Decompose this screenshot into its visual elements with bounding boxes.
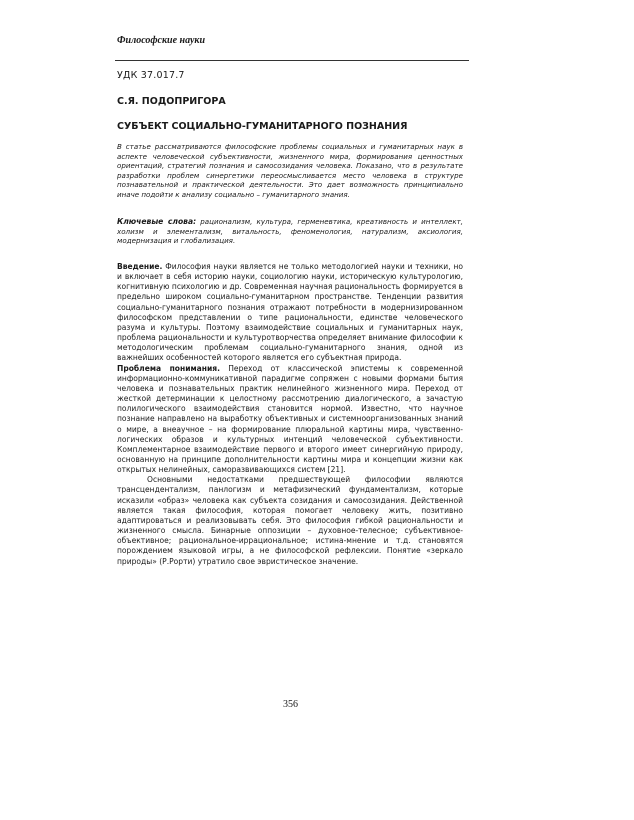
problem-text: Переход от классической эпистемы к современной информационно-коммуникативной парадигме сопряжен с новыми формами бытия человека и познавательных практик нелинейного жизненного мира. Переход от жесткой детерминации к целостному рассмотрению диалогического, а зачастую полилогического взаимодействия становится нормой. Известно, что научное познание направлено на выработку объективных и системноорганизованных знаний о мире, а внеаучное – на формирование плюральной картины мира, чувственно-логических образов и культурных интенций человеческой субъективности. Комплементарное взаимодействие первого и второго имеет синергийную природу, основанную на принципе дополнительности картины мира и концепции жизни как открытых нелинейных, саморазвивающихся систем [21].: [117, 363, 463, 475]
keywords-text: рационализм, культура, герменевтика, креативность и интеллект, холизм и элементализм, витальность, феноменология, натурализм, аксиология, модернизация и глобализация.: [117, 217, 463, 246]
abstract: В статье рассматриваются философские проблемы социальных и гуманитарных наук в аспекте человеческой субъективности, жизненного мира, формирования ценностных ориентаций, стратегий познания и самосозидания человека. Показано, что в результате разработки проблем синергетики переосмысливается место человека в структуре познавательной и практической деятельности. Это дает возможность принципиально иначе подойти к анализу социально – гуманитарного знания.: [117, 142, 463, 199]
keywords-label: Ключевые слова:: [117, 217, 197, 226]
article-title: СУБЪЕКТ СОЦИАЛЬНО-ГУМАНИТАРНОГО ПОЗНАНИЯ: [117, 121, 408, 132]
header-rule: [115, 60, 469, 61]
paragraph-3: Основными недостатками предшествующей философии являются трансцендентализм, панлогизм и метафизический фундаментализм, которые исказили «образ» человека как субъекта созидания и самосозидания. Действенной является такая философия, которая помогает человеку жить, позитивно адаптироваться и реализовывать себя. Это философия гибкой рациональности и жизненного смысла. Бинарные оппозиции – духовное-телесное; субъективное-объективное; рациональное-иррациональное; истина-мнение и т.д. становятся порождением языковой игры, а не философской рефлексии. Понятие «зеркало природы» (Р.Рорти) утратило свое эвристическое значение.: [117, 475, 463, 566]
running-head: Философские науки: [117, 35, 206, 46]
udc-code: УДК 37.017.7: [117, 70, 185, 81]
intro-label: Введение.: [117, 262, 163, 271]
author-name: С.Я. ПОДОПРИГОРА: [117, 96, 226, 107]
intro-text: Философия науки является не только методологией науки и техники, но и включает в себя историю науки, социологию науки, историческую культурологию, когнитивную психологию и др. Современная научная рациональность формируется в предельно широком социально-гуманитарном пространстве. Тенденции развития социально-гуманитарного познания отражают потребности в модернизированном философском представлении о типе рациональности, единстве человеческого разума и культуры. Поэтому взаимодействие социальных и гуманитарных наук, проблема рациональности и культуротворчества определяет внимание философии к методологическим проблемам социально-гуманитарного знания, одной из важнейших особенностей которого является его субъектная природа.: [117, 262, 463, 363]
keywords: [117, 217, 463, 246]
article-body: [117, 262, 463, 567]
intro-paragraph: [117, 262, 463, 364]
problem-label: Проблема понимания.: [117, 363, 220, 373]
problem-paragraph: [117, 364, 463, 476]
page-number: 356: [283, 699, 298, 710]
